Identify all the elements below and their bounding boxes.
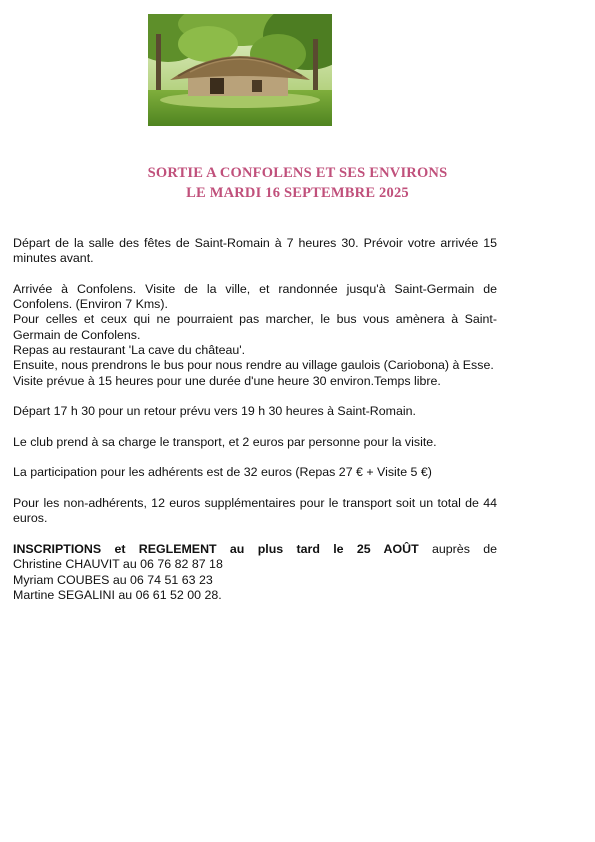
contact-myriam: Myriam COUBES au 06 74 51 63 23 — [13, 572, 213, 587]
program-line-visit: Visite prévue à 15 heures pour une durée d'une heure 30 environ.Temps libre. — [13, 373, 441, 388]
contact-martine: Martine SEGALINI au 06 61 52 00 28. — [13, 587, 222, 602]
program-line-bus: Pour celles et ceux qui ne pourraient pas marcher, le bus vous amènera à Saint-Germain de Confolens. — [13, 312, 497, 342]
thatched-hut-photo — [148, 14, 332, 126]
paragraph-club-charge: Le club prend à sa charge le transport, et 2 euros par personne pour la visite. — [13, 434, 437, 449]
page-title-line-1: SORTIE A CONFOLENS ET SES ENVIRONS — [147, 165, 448, 181]
registration-contact-intro: auprès de — [418, 541, 497, 556]
page-title-line-2: LE MARDI 16 SEPTEMBRE 2025 — [186, 185, 409, 201]
program-line-arrival: Arrivée à Confolens. Visite de la ville, et randonnée jusqu'à Saint-Germain de Confolens. (Environ 7 Kms). — [13, 281, 497, 312]
paragraph-return: Départ 17 h 30 pour un retour prévu vers 19 h 30 heures à Saint-Romain. — [13, 404, 416, 419]
body-text — [13, 236, 497, 603]
paragraph-departure: Départ de la salle des fêtes de Saint-Romain à 7 heures 30. Prévoir votre arrivée 15 minutes avant. — [13, 236, 497, 266]
paragraph-non-members: Pour les non-adhérents, 12 euros supplémentaires pour le transport soit un total de 44 euros. — [13, 496, 497, 526]
paragraph-participation: La participation pour les adhérents est de 32 euros (Repas 27 € + Visite 5 €) — [13, 465, 432, 480]
program-line-gaul-village: Ensuite, nous prendrons le bus pour nous rendre au village gaulois (Cariobona) à Esse. — [13, 358, 494, 373]
paragraph-program — [13, 282, 497, 389]
registration-deadline: INSCRIPTIONS et REGLEMENT au plus tard le 25 AOÛT — [13, 541, 419, 556]
program-line-lunch: Repas au restaurant 'La cave du château'. — [13, 343, 246, 358]
contact-christine: Christine CHAUVIT au 06 76 82 87 18 — [13, 557, 223, 572]
paragraph-registration — [13, 542, 497, 603]
